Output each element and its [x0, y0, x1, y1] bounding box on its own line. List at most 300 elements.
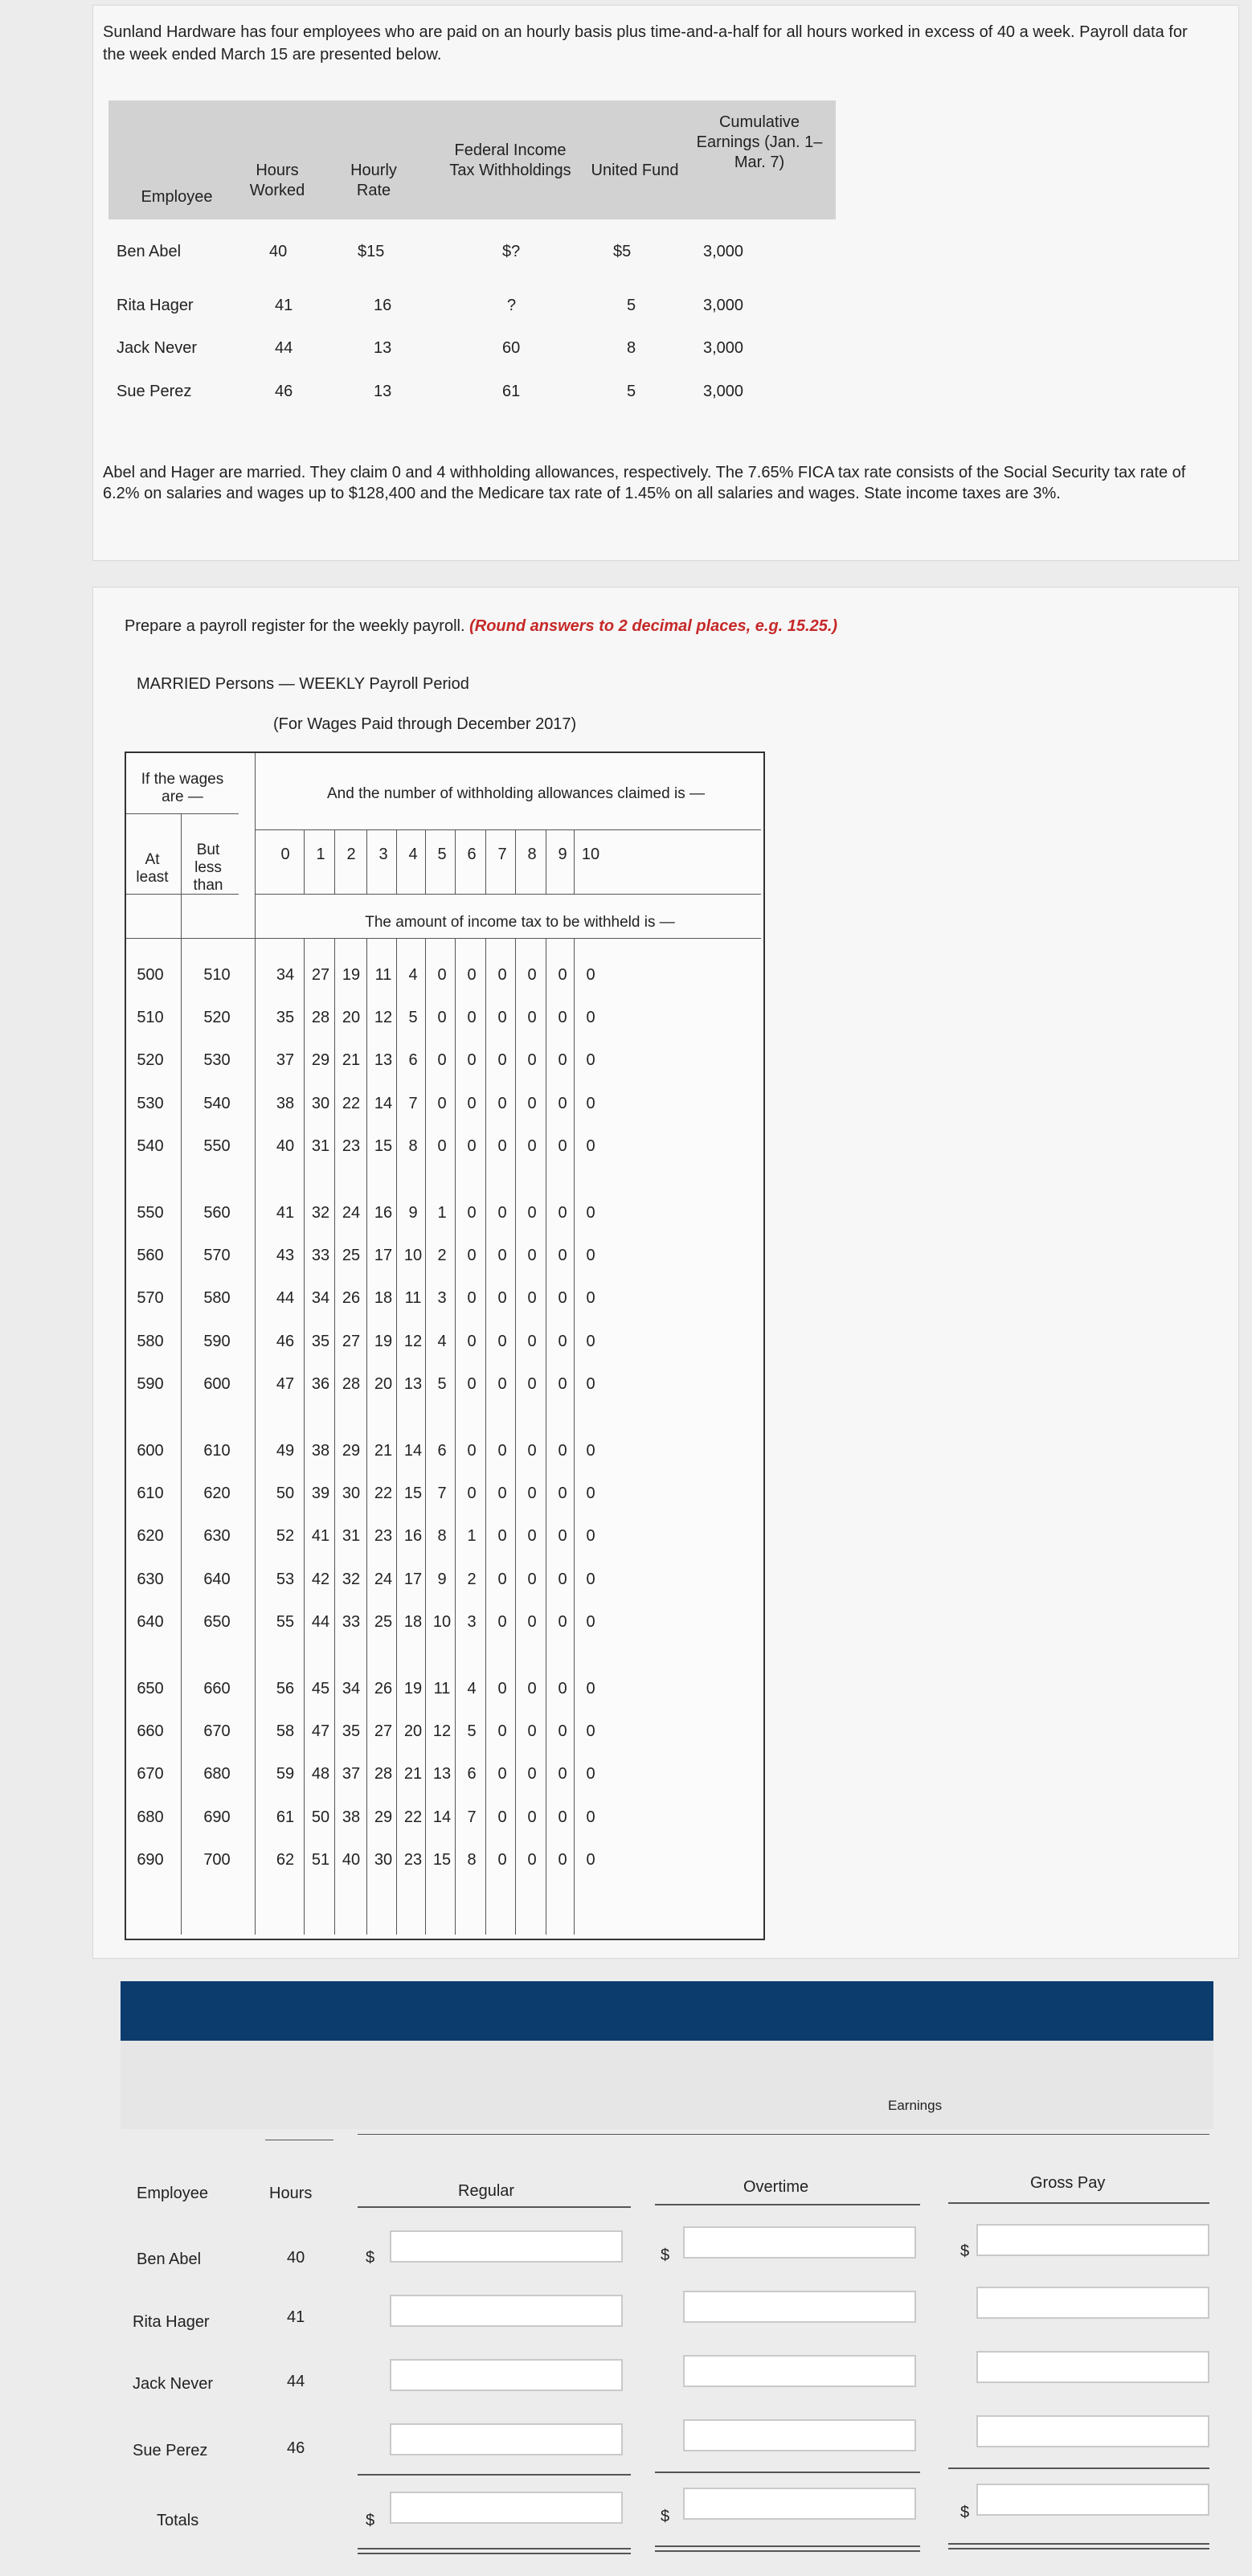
withholding-amount: 0 [497, 1485, 507, 1503]
withholding-amount: 0 [497, 1374, 507, 1393]
overtime-total-input[interactable] [683, 2488, 916, 2520]
withholding-amount: 41 [311, 1527, 330, 1546]
withholding-amount: 0 [586, 1374, 595, 1393]
withholding-amount: 59 [276, 1765, 295, 1784]
withholding-amount: 44 [311, 1612, 330, 1631]
wage-but-less-than: 660 [203, 1680, 231, 1698]
overtime-input[interactable] [683, 2226, 916, 2259]
withholding-amount: 0 [467, 1374, 477, 1393]
withholding-amount: 0 [467, 1247, 477, 1265]
withholding-amount: 8 [408, 1136, 418, 1155]
withholding-amount: 0 [558, 1442, 567, 1460]
withholding-amount: 0 [558, 1527, 567, 1546]
regular-input[interactable] [390, 2230, 623, 2263]
gross-pay-input[interactable] [976, 2351, 1209, 2383]
withholding-amount: 47 [311, 1722, 330, 1741]
withholding-amount: 0 [586, 1527, 595, 1546]
withholding-amount: 0 [497, 1850, 507, 1869]
withholding-amount: 29 [374, 1808, 393, 1826]
allowance-number: 6 [467, 846, 477, 863]
withholding-amount: 0 [527, 1009, 537, 1027]
allowance-number: 7 [497, 846, 507, 863]
withholding-amount: 0 [437, 966, 447, 984]
withholding-amount: 15 [374, 1136, 393, 1155]
withholding-amount: 4 [437, 1332, 447, 1350]
withholding-amount: 5 [408, 1009, 418, 1027]
withholding-amount: 12 [374, 1009, 393, 1027]
col-united-fund: United Fund [591, 162, 679, 179]
withholding-amount: 0 [558, 1374, 567, 1393]
wage-at-least: 680 [137, 1808, 164, 1826]
withholding-amount: 2 [467, 1570, 477, 1588]
rule [366, 938, 367, 1935]
divider [655, 2472, 920, 2473]
regular-total-input[interactable] [390, 2492, 623, 2524]
wage-at-least: 560 [137, 1247, 164, 1265]
withholding-amount: 2 [437, 1247, 447, 1265]
employee-row: Ben Abel 40 $15 $? $5 3,000 [117, 243, 744, 260]
withholding-amount: 6 [408, 1051, 418, 1070]
withholding-amount: 0 [558, 1612, 567, 1631]
withholding-amount: 27 [342, 1332, 361, 1350]
amount-withheld-header: The amount of income tax to be withheld is — [365, 914, 675, 931]
withholding-amount: 0 [497, 1009, 507, 1027]
wage-at-least: 620 [137, 1527, 164, 1546]
withholding-amount: 0 [558, 1570, 567, 1588]
withholding-amount: 0 [586, 966, 595, 984]
withholding-amount: 40 [342, 1850, 361, 1869]
wage-at-least: 590 [137, 1374, 164, 1393]
wage-at-least: 650 [137, 1680, 164, 1698]
withholding-amount: 52 [276, 1527, 295, 1546]
withholding-amount: 9 [408, 1204, 418, 1222]
withholding-amount: 14 [432, 1808, 452, 1826]
wage-at-least: 510 [137, 1009, 164, 1027]
rule [515, 829, 516, 894]
withholding-amount: 11 [404, 1289, 422, 1308]
withholding-amount: 19 [342, 966, 361, 984]
withholding-amount: 0 [437, 1009, 447, 1027]
wage-at-least: 540 [137, 1136, 164, 1155]
withholding-amount: 20 [374, 1374, 393, 1393]
register-employee-name: Sue Perez [133, 2442, 208, 2459]
withholding-amount: 0 [527, 1485, 537, 1503]
withholding-amount: 0 [558, 1204, 567, 1222]
withholding-amount: 0 [558, 1808, 567, 1826]
withholding-amount: 32 [342, 1570, 361, 1588]
instructions-text: Prepare a payroll register for the weekly payroll. [125, 617, 465, 635]
withholding-amount: 0 [467, 1332, 477, 1350]
rule [126, 894, 239, 895]
double-underline [358, 2548, 631, 2549]
gross-pay-input[interactable] [976, 2415, 1209, 2447]
withholding-amount: 20 [403, 1722, 423, 1741]
withholding-amount: 0 [527, 1570, 537, 1588]
withholding-amount: 14 [403, 1442, 423, 1460]
withholding-amount: 0 [586, 1204, 595, 1222]
withholding-amount: 0 [558, 1247, 567, 1265]
regular-input[interactable] [390, 2423, 623, 2455]
withholding-amount: 0 [497, 1612, 507, 1631]
wage-at-least: 550 [137, 1204, 164, 1222]
currency-symbol: $ [960, 2242, 970, 2260]
withholding-amount: 43 [276, 1247, 295, 1265]
withholding-amount: 58 [276, 1722, 295, 1741]
withholding-amount: 24 [374, 1570, 393, 1588]
withholding-amount: 0 [586, 1094, 595, 1112]
withholding-amount: 0 [527, 1612, 537, 1631]
withholding-amount: 0 [467, 1094, 477, 1112]
allowance-number: 1 [316, 846, 325, 863]
withholding-amount: 22 [374, 1485, 393, 1503]
wage-but-less-than: 670 [203, 1722, 231, 1741]
withholding-amount: 0 [527, 1289, 537, 1308]
withholding-amount: 0 [586, 1722, 595, 1741]
withholding-amount: 51 [311, 1850, 330, 1869]
withholding-amount: 0 [497, 1204, 507, 1222]
divider [948, 2202, 1209, 2204]
intro-text: Sunland Hardware has four employees who are paid on an hourly basis plus time-and-a-half for all hours worked in excess of 40 a week. Payroll data for the week ended March 15 are presented below. [103, 23, 1188, 63]
withholding-amount: 0 [527, 1051, 537, 1070]
withholding-amount: 0 [558, 966, 567, 984]
withholding-amount: 38 [276, 1094, 295, 1112]
withholding-amount: 19 [403, 1680, 423, 1698]
allowance-number: 3 [378, 846, 388, 863]
divider [358, 2474, 631, 2476]
wage-at-least: 570 [137, 1289, 164, 1308]
withholding-amount: 21 [342, 1051, 361, 1070]
withholding-amount: 34 [276, 966, 295, 984]
withholding-amount: 0 [558, 1136, 567, 1155]
withholding-amount: 0 [527, 1808, 537, 1826]
withholding-amount: 6 [467, 1765, 477, 1784]
rule [485, 938, 486, 1935]
withholding-amount: 4 [467, 1680, 477, 1698]
withholding-amount: 0 [586, 1808, 595, 1826]
wage-at-least: 660 [137, 1722, 164, 1741]
withholding-amount: 0 [527, 1765, 537, 1784]
withholding-amount: 0 [467, 1485, 477, 1503]
register-hours: 41 [287, 2308, 305, 2326]
overtime-input[interactable] [683, 2419, 916, 2451]
withholding-amount: 0 [497, 1094, 507, 1112]
withholding-amount: 0 [467, 1442, 477, 1460]
rule [455, 829, 456, 894]
withholding-amount: 0 [558, 1094, 567, 1112]
withholding-amount: 34 [311, 1289, 330, 1308]
withholding-amount: 0 [586, 1332, 595, 1350]
allowance-number: 0 [280, 846, 290, 863]
allowance-number: 8 [527, 846, 537, 863]
withholding-amount: 0 [558, 1680, 567, 1698]
wage-but-less-than: 680 [203, 1765, 231, 1784]
wage-but-less-than: 510 [203, 966, 231, 984]
withholding-amount: 38 [342, 1808, 361, 1826]
withholding-amount: 0 [586, 1850, 595, 1869]
wage-but-less-than: 520 [203, 1009, 231, 1027]
withholding-amount: 22 [403, 1808, 423, 1826]
withholding-amount: 7 [408, 1094, 418, 1112]
withholding-amount: 47 [276, 1374, 295, 1393]
register-hours: 46 [287, 2439, 305, 2457]
withholding-amount: 19 [374, 1332, 393, 1350]
withholding-amount: 41 [276, 1204, 295, 1222]
wage-at-least: 670 [137, 1765, 164, 1784]
withholding-amount: 33 [311, 1247, 330, 1265]
withholding-amount: 28 [342, 1374, 361, 1393]
withholding-amount: 0 [527, 1204, 537, 1222]
withholding-amount: 24 [342, 1204, 361, 1222]
withholding-amount: 35 [342, 1722, 361, 1741]
withholding-amount: 0 [527, 1332, 537, 1350]
if-wages-header: If the wages are — [141, 771, 224, 805]
withholding-amount: 0 [558, 1289, 567, 1308]
withholding-amount: 0 [497, 1570, 507, 1588]
withholding-amount: 32 [311, 1204, 330, 1222]
withholding-amount: 26 [374, 1680, 393, 1698]
withholding-amount: 15 [403, 1485, 423, 1503]
withholding-amount: 0 [527, 1094, 537, 1112]
double-underline [655, 2545, 920, 2547]
currency-symbol: $ [366, 2249, 375, 2267]
wage-at-least: 640 [137, 1612, 164, 1631]
allowances-note: Abel and Hager are married. They claim 0 and 4 withholding allowances, respectively. The 7.65% FICA tax rate consists of the Social Security tax rate of 6.2% on salaries and wages up to $128,400 and the Medicare tax rate of 1.45% on all salaries and wages. State income taxes are 3%. [103, 464, 1186, 502]
withholding-amount: 13 [432, 1765, 452, 1784]
double-underline [948, 2548, 1209, 2549]
withholding-amount: 50 [276, 1485, 295, 1503]
withholding-amount: 17 [403, 1570, 423, 1588]
wage-but-less-than: 640 [203, 1570, 231, 1588]
withholding-amount: 10 [403, 1247, 423, 1265]
withholding-amount: 28 [311, 1009, 330, 1027]
rule [304, 938, 305, 1935]
withholding-amount: 0 [586, 1051, 595, 1070]
wage-but-less-than: 540 [203, 1094, 231, 1112]
withholding-amount: 31 [311, 1136, 330, 1155]
wage-at-least: 530 [137, 1094, 164, 1112]
withholding-amount: 0 [586, 1680, 595, 1698]
divider [655, 2204, 920, 2205]
withholding-amount: 0 [467, 1289, 477, 1308]
withholding-amount: 16 [403, 1527, 423, 1546]
withholding-amount: 0 [558, 1009, 567, 1027]
withholding-amount: 30 [374, 1850, 393, 1869]
withholding-amount: 28 [374, 1765, 393, 1784]
register-hours: 40 [287, 2249, 305, 2267]
withholding-amount: 0 [467, 966, 477, 984]
rule [574, 829, 575, 894]
withholding-amount: 0 [527, 1136, 537, 1155]
withholding-amount: 0 [497, 1247, 507, 1265]
gross-pay-input[interactable] [976, 2287, 1209, 2319]
wage-at-least: 520 [137, 1051, 164, 1070]
withholding-amount: 14 [374, 1094, 393, 1112]
withholding-amount: 23 [374, 1527, 393, 1546]
wage-but-less-than: 570 [203, 1247, 231, 1265]
gross-pay-input[interactable] [976, 2224, 1209, 2256]
withholding-amount: 0 [497, 1765, 507, 1784]
wage-but-less-than: 590 [203, 1332, 231, 1350]
col-cumulative: Cumulative Earnings (Jan. 1–Mar. 7) [696, 113, 823, 171]
wage-but-less-than: 700 [203, 1850, 231, 1869]
withholding-amount: 50 [311, 1808, 330, 1826]
employee-table-header [108, 100, 836, 219]
allowance-number: 10 [581, 846, 600, 863]
col-employee: Employee [141, 188, 213, 206]
withholding-amount: 3 [467, 1612, 477, 1631]
withholding-amount: 12 [403, 1332, 423, 1350]
rule [334, 938, 335, 1935]
employee-row: Sue Perez 46 13 61 5 3,000 [117, 383, 744, 400]
withholding-amount: 0 [586, 1612, 595, 1631]
withholding-amount: 0 [437, 1094, 447, 1112]
divider [358, 2134, 1209, 2135]
wage-at-least: 600 [137, 1442, 164, 1460]
wage-at-least: 690 [137, 1850, 164, 1869]
withholding-amount: 0 [527, 1527, 537, 1546]
withholding-amount: 27 [374, 1722, 393, 1741]
register-header-bar [121, 1981, 1213, 2041]
withholding-amount: 40 [276, 1136, 295, 1155]
withholding-amount: 37 [342, 1765, 361, 1784]
wage-but-less-than: 580 [203, 1289, 231, 1308]
but-less-than-header: But less than [193, 842, 223, 894]
wage-but-less-than: 600 [203, 1374, 231, 1393]
withholding-amount: 6 [437, 1442, 447, 1460]
currency-symbol: $ [960, 2504, 970, 2521]
register-hours: 44 [287, 2373, 305, 2390]
withholding-amount: 34 [342, 1680, 361, 1698]
withholding-amount: 0 [497, 1527, 507, 1546]
withholding-amount: 1 [437, 1204, 447, 1222]
wage-but-less-than: 530 [203, 1051, 231, 1070]
withholding-amount: 8 [437, 1527, 447, 1546]
wage-but-less-than: 610 [203, 1442, 231, 1460]
overtime-input[interactable] [683, 2355, 916, 2387]
overtime-input[interactable] [683, 2291, 916, 2323]
at-least-header: At least [136, 851, 169, 886]
withholding-amount: 33 [342, 1612, 361, 1631]
withholding-amount: 26 [342, 1289, 361, 1308]
withholding-table [125, 752, 765, 1940]
rule [485, 829, 486, 894]
withholding-amount: 42 [311, 1570, 330, 1588]
withholding-amount: 0 [558, 1765, 567, 1784]
withholding-amount: 0 [497, 1051, 507, 1070]
col-hours: Hours Worked [249, 162, 305, 199]
withholding-amount: 0 [497, 1680, 507, 1698]
withholding-amount: 0 [497, 966, 507, 984]
withholding-amount: 0 [527, 1680, 537, 1698]
regular-input[interactable] [390, 2359, 623, 2391]
withholding-amount: 16 [374, 1204, 393, 1222]
rule [304, 829, 305, 894]
withholding-amount: 0 [527, 966, 537, 984]
tax-table-title: MARRIED Persons — WEEKLY Payroll Period [137, 675, 469, 693]
withholding-amount: 5 [467, 1722, 477, 1741]
gross-pay-total-input[interactable] [976, 2484, 1209, 2516]
wage-but-less-than: 630 [203, 1527, 231, 1546]
withholding-amount: 22 [342, 1094, 361, 1112]
totals-label: Totals [157, 2512, 199, 2529]
wage-but-less-than: 550 [203, 1136, 231, 1155]
double-underline [948, 2543, 1209, 2545]
withholding-amount: 0 [586, 1485, 595, 1503]
currency-symbol: $ [661, 2246, 670, 2264]
withholding-amount: 35 [311, 1332, 330, 1350]
withholding-amount: 61 [276, 1808, 295, 1826]
rule [126, 813, 239, 814]
double-underline [358, 2553, 631, 2554]
rule [396, 829, 397, 894]
withholding-amount: 8 [467, 1850, 477, 1869]
withholding-amount: 53 [276, 1570, 295, 1588]
withholding-amount: 11 [374, 966, 392, 984]
withholding-amount: 0 [497, 1332, 507, 1350]
withholding-amount: 62 [276, 1850, 295, 1869]
withholding-amount: 0 [558, 1722, 567, 1741]
withholding-amount: 0 [586, 1009, 595, 1027]
withholding-amount: 0 [527, 1442, 537, 1460]
withholding-amount: 0 [437, 1051, 447, 1070]
withholding-amount: 48 [311, 1765, 330, 1784]
withholding-amount: 10 [432, 1612, 452, 1631]
rule [255, 753, 256, 1935]
withholding-amount: 23 [342, 1136, 361, 1155]
rule [255, 829, 761, 830]
withholding-amount: 0 [527, 1850, 537, 1869]
register-col-regular: Regular [458, 2182, 515, 2200]
regular-input[interactable] [390, 2295, 623, 2327]
withholding-amount: 0 [527, 1374, 537, 1393]
divider [948, 2467, 1209, 2469]
withholding-amount: 44 [276, 1289, 295, 1308]
register-col-employee: Employee [137, 2185, 208, 2202]
withholding-amount: 27 [311, 966, 330, 984]
withholding-amount: 0 [467, 1204, 477, 1222]
register-col-hours: Hours [269, 2185, 313, 2202]
withholding-amount: 0 [467, 1051, 477, 1070]
withholding-amount: 36 [311, 1374, 330, 1393]
col-federal: Federal Income Tax Withholdings [449, 141, 571, 179]
withholding-amount: 56 [276, 1680, 295, 1698]
earnings-label: Earnings [888, 2098, 943, 2113]
withholding-amount: 1 [467, 1527, 477, 1546]
withholding-amount: 0 [558, 1332, 567, 1350]
withholding-amount: 18 [403, 1612, 423, 1631]
withholding-amount: 7 [437, 1485, 447, 1503]
withholding-amount: 11 [433, 1680, 451, 1698]
withholding-amount: 3 [437, 1289, 447, 1308]
wage-at-least: 500 [137, 966, 164, 984]
withholding-amount: 21 [374, 1442, 393, 1460]
rule [334, 829, 335, 894]
withholding-amount: 20 [342, 1009, 361, 1027]
withholding-amount: 0 [586, 1289, 595, 1308]
withholding-amount: 0 [558, 1850, 567, 1869]
withholding-amount: 49 [276, 1442, 295, 1460]
double-underline [655, 2550, 920, 2552]
withholding-amount: 0 [558, 1051, 567, 1070]
withholding-amount: 0 [497, 1722, 507, 1741]
withholding-amount: 45 [311, 1680, 330, 1698]
currency-symbol: $ [366, 2512, 375, 2529]
wage-but-less-than: 690 [203, 1808, 231, 1826]
col-rate: Hourly Rate [350, 162, 397, 199]
withholding-amount: 30 [311, 1094, 330, 1112]
tax-table-subtitle: (For Wages Paid through December 2017) [273, 715, 577, 733]
withholding-amount: 12 [432, 1722, 452, 1741]
